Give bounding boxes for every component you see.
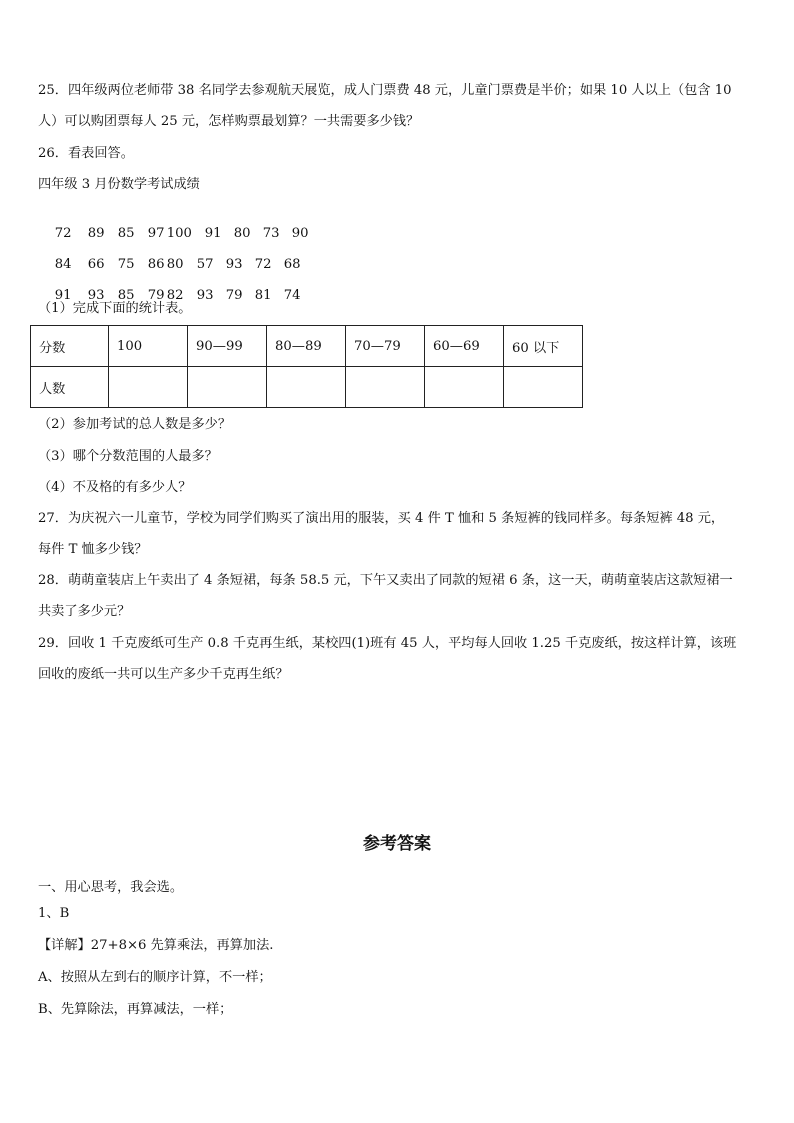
q26-task-1: （1）完成下面的统计表。 [38,301,192,316]
score: 84 [54,257,72,272]
statistics-table [30,325,583,408]
table-row-header [31,326,583,367]
table-cell: 80—89 [267,326,346,367]
table-cell: 70—79 [346,326,425,367]
q25-line-1: 25．四年级两位老师带 38 名同学去参观航天展览，成人门票费 48 元，儿童门票费是半价；如果 10 人以上（包含 10 [38,83,732,98]
score: 79 [225,288,243,303]
score: 93 [196,288,214,303]
score: 57 [196,257,214,272]
empty-answer-cell [188,367,267,408]
score: 80 [166,257,184,272]
score: 75 [117,257,135,272]
answer-option-b: B、先算除法，再算减法，一样； [38,1002,233,1017]
q27-line-1: 27．为庆祝六一儿童节，学校为同学们购买了演出用的服装，买 4 件 T 恤和 5 条短裤的钱同样多。每条短裤 48 元， [38,511,725,526]
table-cell: 60 以下 [504,326,583,367]
score: 74 [283,288,301,303]
score: 86 [147,257,165,272]
q26-subtitle: 四年级 3 月份数学考试成绩 [38,177,200,192]
answers-title: 参考答案 [363,834,431,854]
q26-heading: 26．看表回答。 [38,146,134,161]
empty-answer-cell [109,367,188,408]
q25-line-2: 人）可以购团票每人 25 元，怎样购票最划算？一共需要多少钱？ [38,114,420,129]
score: 72 [54,226,72,241]
q29-line-1: 29．回收 1 千克废纸可生产 0.8 千克再生纸，某校四(1)班有 45 人，平均每人回收 1.25 千克废纸，按这样计算，该班 [38,636,737,651]
table-cell: 分数 [31,326,109,367]
score: 93 [225,257,243,272]
empty-answer-cell [346,367,425,408]
score: 89 [87,226,105,241]
score: 73 [262,226,280,241]
score: 97 [147,226,165,241]
score: 80 [233,226,251,241]
answer-item: 1、B [38,906,70,921]
q26-task-2: （2）参加考试的总人数是多少？ [38,417,232,432]
q27-line-2: 每件 T 恤多少钱？ [38,542,148,557]
answers-section-heading: 一、用心思考，我会选。 [38,880,184,895]
score: 82 [166,288,184,303]
table-row-count [31,367,583,408]
score: 93 [87,288,105,303]
table-cell: 60—69 [425,326,504,367]
empty-answer-cell [267,367,346,408]
q29-line-2: 回收的废纸一共可以生产多少千克再生纸？ [38,667,289,682]
table-cell: 人数 [31,367,109,408]
score: 85 [117,226,135,241]
score: 90 [291,226,309,241]
answer-option-a: A、按照从左到右的顺序计算，不一样； [38,970,272,985]
answer-detail: 【详解】27+8×6 先算乘法，再算加法. [38,938,274,953]
q28-line-1: 28．萌萌童装店上午卖出了 4 条短裙，每条 58.5 元，下午又卖出了同款的短裙 6 条，这一天，萌萌童装店这款短裙一 [38,573,733,588]
q28-line-2: 共卖了多少元？ [38,604,131,619]
score: 85 [117,288,135,303]
score: 72 [254,257,272,272]
q26-task-3: （3）哪个分数范围的人最多？ [38,449,218,464]
score: 91 [204,226,222,241]
empty-answer-cell [504,367,583,408]
score: 79 [147,288,165,303]
table-cell: 100 [109,326,188,367]
score: 100 [166,226,192,241]
table-cell: 90—99 [188,326,267,367]
q26-task-4: （4）不及格的有多少人？ [38,480,192,495]
score: 91 [54,288,72,303]
empty-answer-cell [425,367,504,408]
score: 68 [283,257,301,272]
score: 81 [254,288,272,303]
score: 66 [87,257,105,272]
